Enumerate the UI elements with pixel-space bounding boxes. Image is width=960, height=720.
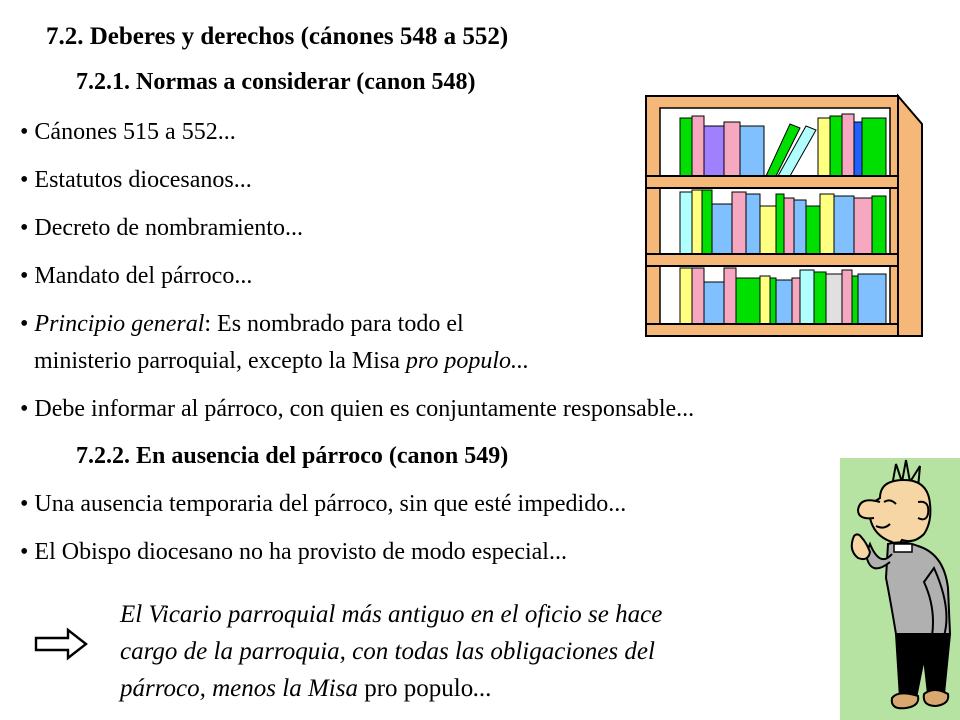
section-1-title: 7.2.1. Normas a considerar (canon 548) — [76, 69, 476, 95]
principle-text: : Es nombrado para todo el — [204, 311, 464, 337]
section-2-title: 7.2.2. En ausencia del párroco (canon 549) — [76, 443, 509, 469]
bullet-absence: • Una ausencia temporaria del párroco, sin que esté impedido... — [20, 491, 627, 517]
bullet-principle — [20, 312, 464, 336]
bookshelf-illustration — [640, 92, 940, 342]
bullet-decree: • Decreto de nombramiento... — [20, 215, 303, 241]
principle-cont-text: ministerio parroquial, excepto la Misa — [34, 348, 406, 374]
conclusion-line-2: cargo de la parroquia, con todas las obligaciones del — [120, 638, 655, 665]
bullet-canons: • Cánones 515 a 552... — [20, 119, 236, 145]
conclusion-pro-populo: pro populo — [364, 675, 474, 702]
principle-cont-italic: pro populo... — [405, 348, 530, 374]
slide-heading: 7.2. Deberes y derechos (cánones 548 a 552) — [46, 23, 509, 50]
bullet-mandate: • Mandato del párroco... — [20, 263, 253, 289]
bullet-inform: • Debe informar al párroco, con quien es conjuntamente responsable... — [20, 396, 695, 422]
bullet-bishop: • El Obispo diocesano no ha provisto de modo especial... — [20, 539, 567, 565]
conclusion-paragraph — [120, 596, 840, 707]
principle-continuation — [34, 349, 529, 373]
bullet-statutes: • Estatutos diocesanos... — [20, 167, 252, 193]
conclusion-line-1: El Vicario parroquial más antiguo en el oficio se hace — [120, 601, 663, 628]
priest-cartoon-illustration — [840, 458, 960, 720]
conclusion-line-3a: párroco, menos la Misa — [120, 675, 365, 702]
conclusion-line-3 — [120, 670, 840, 707]
bullet-principle-dot: • — [20, 311, 35, 337]
principle-label: Principio general — [34, 311, 205, 337]
conclusion-ellipsis: ... — [473, 675, 492, 702]
hollow-right-arrow-icon — [34, 627, 90, 661]
